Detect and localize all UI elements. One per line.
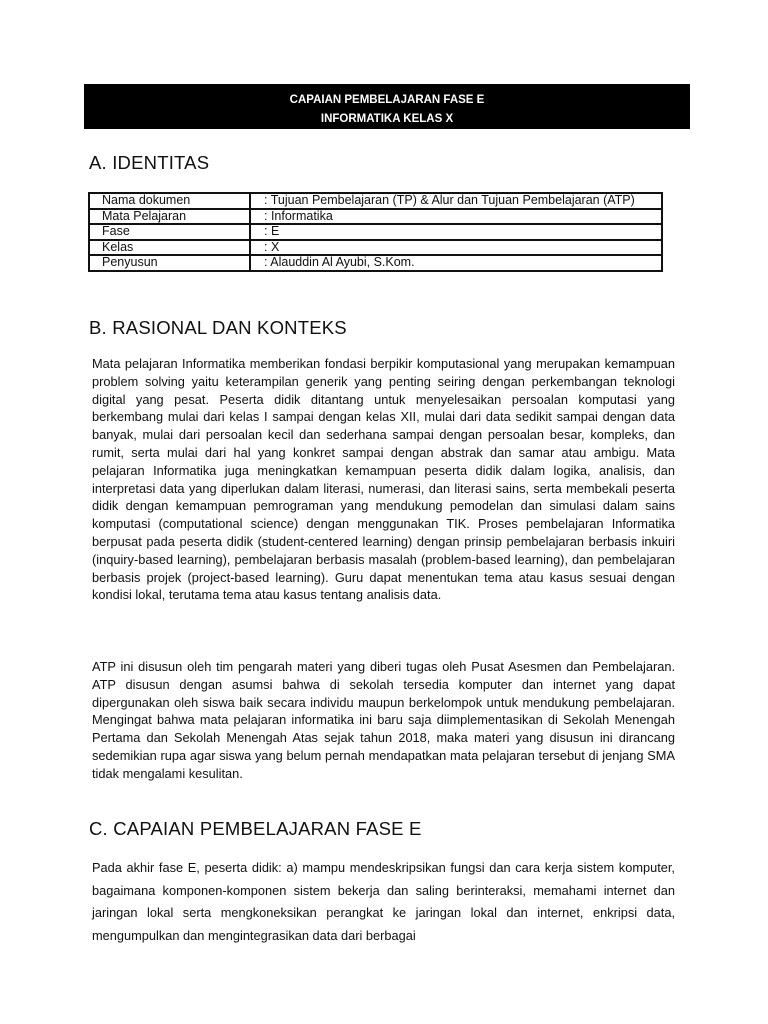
learning-outcome-paragraph: Pada akhir fase E, peserta didik: a) mampu mendeskripsikan fungsi dan cara kerja sistem komputer, bagaimana komponen-komponen sistem bekerja dan saling berinteraksi, memahami internet dan jaringan lokal serta mengkoneksikan perangkat ke jaringan lokal dan internet, enkripsi data, mengumpulkan dan mengintegrasikan data dari berbagai: [92, 860, 675, 943]
identity-table: [88, 192, 663, 272]
document-title-banner: [84, 84, 690, 129]
identity-label: Penyusun: [89, 255, 250, 271]
table-row: [89, 193, 662, 209]
rationale-paragraph-2: ATP ini disusun oleh tim pengarah materi yang diberi tugas oleh Pusat Asesmen dan Pembelajaran. ATP disusun dengan asumsi bahwa di sekolah tersedia komputer dan internet yang dapat dipergunakan oleh siswa baik secara individu maupun berkelompok untuk mendukung pembelajaran. Mengingat bahwa mata pelajaran informatika ini baru saja diimplementasikan di Sekolah Menengah Pertama dan Sekolah Menengah Atas sejak tahun 2018, maka materi yang disusun ini dirancang sedemikian rupa agar siswa yang belum pernah mendapatkan mata pelajaran tersebut di jenjang SMA tidak mengalami kesulitan.: [92, 659, 675, 781]
identity-label: Mata Pelajaran: [89, 209, 250, 225]
identity-label: Fase: [89, 224, 250, 240]
identity-value: : E: [250, 224, 662, 240]
identity-value: : X: [250, 240, 662, 256]
section-c-heading: C. CAPAIAN PEMBELAJARAN FASE E: [89, 818, 422, 839]
rationale-paragraph-1: Mata pelajaran Informatika memberikan fondasi berpikir komputasional yang merupakan kemampuan problem solving yaitu keterampilan generik yang penting seiring dengan perkembangan teknologi digital yang pesat. Peserta didik ditantang untuk menyelesaikan persoalan komputasi yang berkembang mulai dari kelas I sampai dengan kelas XII, mulai dari data sedikit sampai dengan data banyak, mulai dari persoalan kecil dan sederhana sampai dengan persoalan besar, kompleks, dan rumit, serta mulai dari hal yang konkret sampai dengan abstrak dan samar atau ambigu. Mata pelajaran Informatika juga meningkatkan kemampuan peserta didik dalam logika, analisis, dan interpretasi data yang diperlukan dalam literasi, numerasi, dan literasi sains, serta membekali peserta didik dengan kemampuan pemrograman yang mendukung pemodelan dan simulasi dalam sains komputasi (computational science) dengan menggunakan TIK. Proses pembelajaran Informatika berpusat pada peserta didik (student-centered learning) dengan prinsip pembelajaran berbasis inkuiri (inquiry-based learning), pembelajaran berbasis masalah (problem-based learning), dan pembelajaran berbasis projek (project-based learning). Guru dapat menentukan tema atau kasus sesuai dengan kondisi lokal, terutama tema atau kasus tentang analisis data.: [92, 356, 675, 603]
identity-label: Nama dokumen: [89, 193, 250, 209]
document-title-line-1: CAPAIAN PEMBELAJARAN FASE E: [289, 94, 485, 106]
section-b-heading: B. RASIONAL DAN KONTEKS: [89, 317, 347, 338]
identity-value: : Informatika: [250, 209, 662, 225]
section-a-heading: A. IDENTITAS: [89, 152, 210, 173]
table-row: [89, 255, 662, 271]
identity-label: Kelas: [89, 240, 250, 256]
identity-value: : Tujuan Pembelajaran (TP) & Alur dan Tujuan Pembelajaran (ATP): [250, 193, 662, 209]
table-row: [89, 224, 662, 240]
document-title-line-2: INFORMATIKA KELAS X: [320, 113, 454, 125]
table-row: [89, 209, 662, 225]
table-row: [89, 240, 662, 256]
identity-value: : Alauddin Al Ayubi, S.Kom.: [250, 255, 662, 271]
